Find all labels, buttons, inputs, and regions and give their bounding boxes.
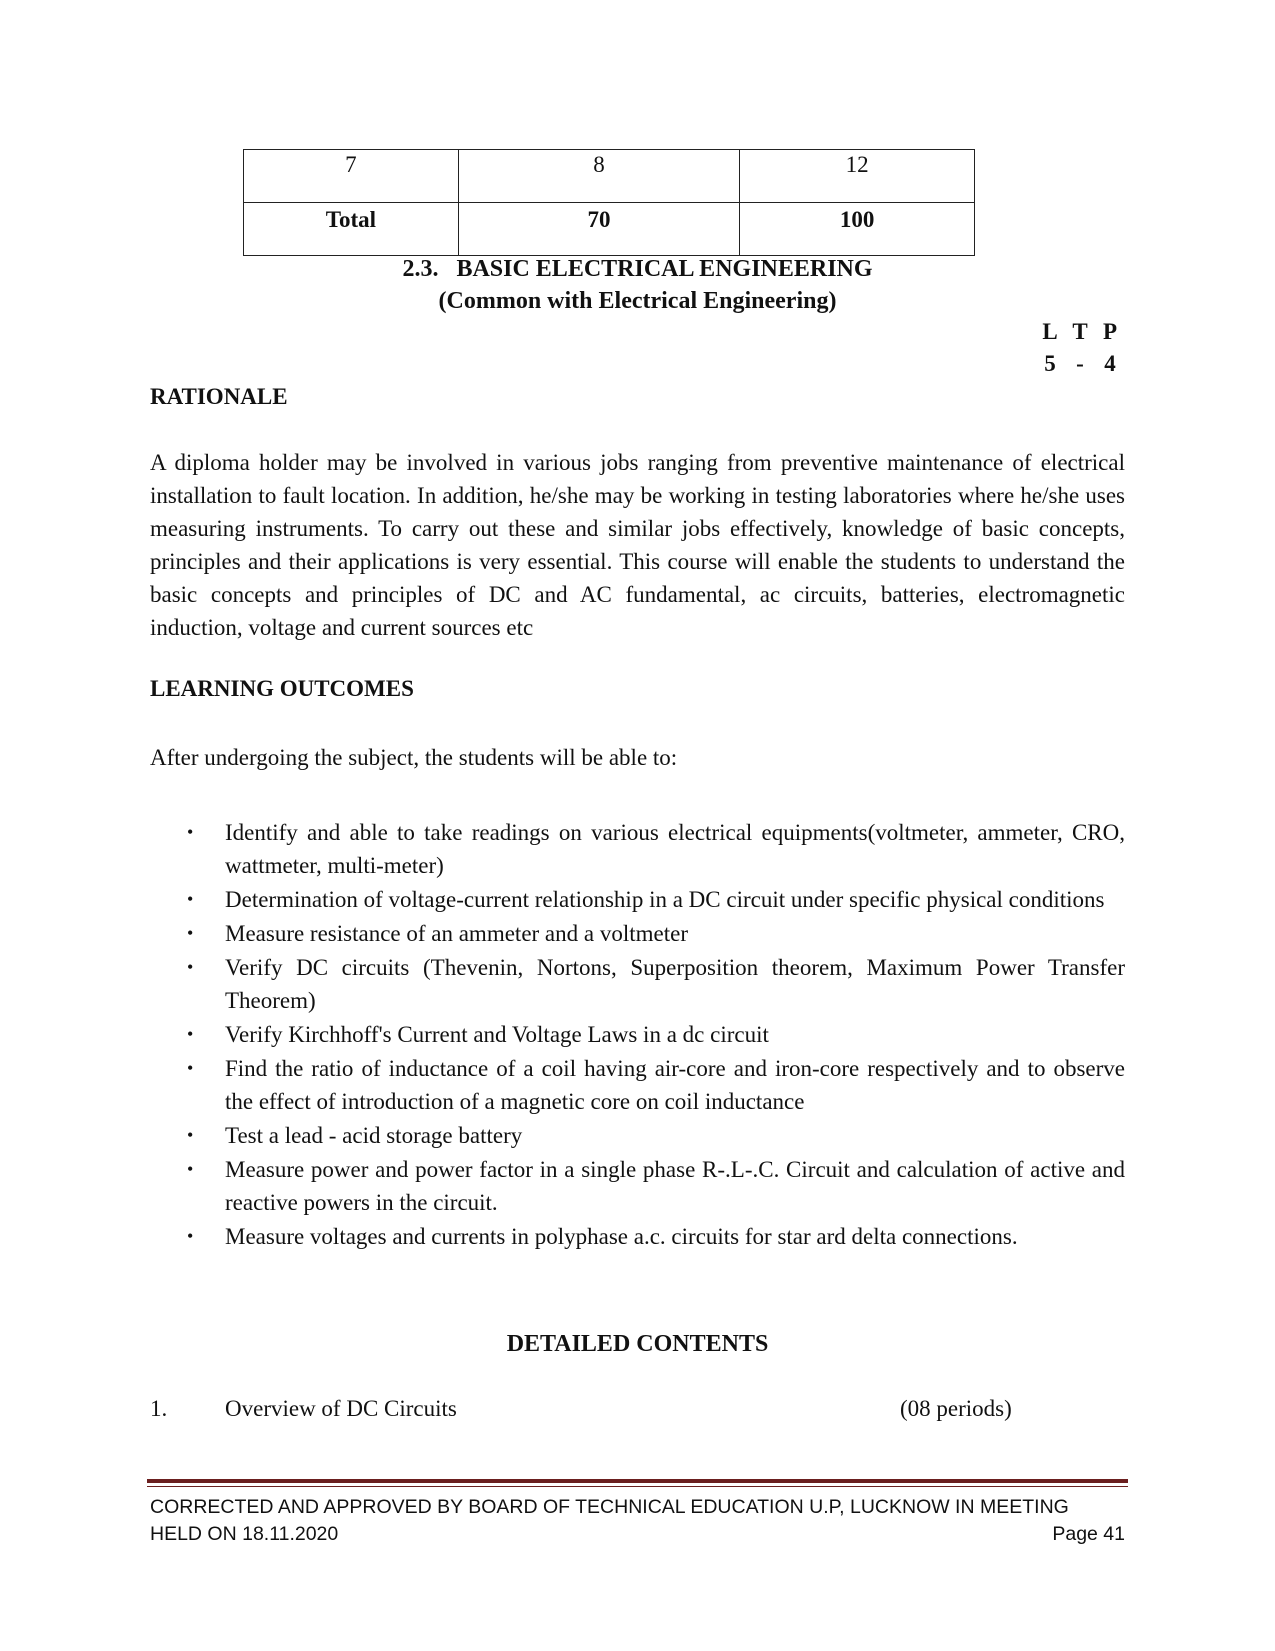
course-subtitle: (Common with Electrical Engineering) <box>438 288 837 314</box>
list-item <box>150 816 1125 882</box>
footer-date-line: HELD ON 18.11.2020 <box>150 1523 339 1545</box>
list-item <box>150 883 1125 916</box>
ltp-value-l: 5 <box>1044 351 1056 376</box>
list-item <box>150 1153 1125 1219</box>
bullet-icon: • <box>187 957 194 977</box>
bullet-icon: • <box>187 1159 194 1179</box>
bullet-icon: • <box>187 1125 194 1145</box>
ltp-values <box>1035 351 1125 377</box>
table-cell: 100 <box>740 203 975 256</box>
footer-rule-thin <box>147 1486 1128 1487</box>
list-item-text: Measure resistance of an ammeter and a voltmeter <box>225 921 688 946</box>
learning-outcomes-heading: LEARNING OUTCOMES <box>150 676 414 701</box>
list-item <box>150 1052 1125 1118</box>
ltp-value-t: - <box>1076 351 1084 376</box>
bullet-icon: • <box>187 889 194 909</box>
content-item-periods: (08 periods) <box>900 1396 1012 1421</box>
list-item <box>150 1220 1125 1253</box>
ltp-header-t: T <box>1072 319 1088 344</box>
ltp-header-p: P <box>1102 319 1118 344</box>
bullet-icon: • <box>187 1226 194 1246</box>
list-item-text: Verify Kirchhoff's Current and Voltage Laws in a dc circuit <box>225 1022 769 1047</box>
content-item-topic: Overview of DC Circuits <box>225 1396 457 1421</box>
ltp-value-p: 4 <box>1104 351 1116 376</box>
list-item-text: Measure power and power factor in a single phase R-.L-.C. Circuit and calculation of active and reactive powers in the circuit. <box>225 1157 1125 1215</box>
content-item-number: 1. <box>150 1396 168 1421</box>
list-item-text: Determination of voltage-current relationship in a DC circuit under specific physical conditions <box>225 887 1105 912</box>
list-item-text: Measure voltages and currents in polyphase a.c. circuits for star ard delta connections. <box>225 1224 1018 1249</box>
list-item <box>150 951 1125 1017</box>
footer-approval-line: CORRECTED AND APPROVED BY BOARD OF TECHNICAL EDUCATION U.P, LUCKNOW IN MEETING <box>150 1496 1069 1518</box>
rationale-paragraph: A diploma holder may be involved in various jobs ranging from preventive maintenance of electrical installation to fault location. In addition, he/she may be working in testing laboratories where he/she uses measuring instruments. To carry out these and similar jobs effectively, knowledge of basic concepts, principles and their applications is very essential. This course will enable the students to understand the basic concepts and principles of DC and AC fundamental, ac circuits, batteries, electromagnetic induction, voltage and current sources etc <box>150 450 1125 640</box>
table-cell: 70 <box>458 203 740 256</box>
bullet-icon: • <box>187 822 194 842</box>
table-cell: Total <box>244 203 459 256</box>
bullet-icon: • <box>187 1058 194 1078</box>
marks-table <box>243 149 975 256</box>
bullet-icon: • <box>187 1024 194 1044</box>
learning-outcomes-intro: After undergoing the subject, the students will be able to: <box>150 745 678 770</box>
detailed-contents-heading: DETAILED CONTENTS <box>506 1331 769 1357</box>
table-cell: 7 <box>244 150 459 203</box>
ltp-headers <box>1035 319 1125 345</box>
learning-outcomes-list <box>150 816 1125 1254</box>
course-title: 2.3. BASIC ELECTRICAL ENGINEERING <box>402 256 873 282</box>
list-item <box>150 1119 1125 1152</box>
table-row <box>244 150 975 203</box>
page-number: Page 41 <box>1052 1523 1125 1545</box>
rationale-heading: RATIONALE <box>150 384 288 409</box>
list-item <box>150 917 1125 950</box>
list-item-text: Identify and able to take readings on various electrical equipments(voltmeter, ammeter, CRO, wattmeter, multi-meter) <box>225 820 1125 878</box>
bullet-icon: • <box>187 923 194 943</box>
list-item-text: Find the ratio of inductance of a coil having air-core and iron-core respectively and to observe the effect of introduction of a magnetic core on coil inductance <box>225 1056 1125 1114</box>
footer-rule-thick <box>147 1479 1128 1483</box>
list-item-text: Verify DC circuits (Thevenin, Nortons, Superposition theorem, Maximum Power Transfer Theorem) <box>225 955 1125 1013</box>
table-cell: 12 <box>740 150 975 203</box>
list-item <box>150 1018 1125 1051</box>
table-row-total <box>244 203 975 256</box>
list-item-text: Test a lead - acid storage battery <box>225 1123 523 1148</box>
table-cell: 8 <box>458 150 740 203</box>
ltp-header-l: L <box>1042 319 1058 344</box>
